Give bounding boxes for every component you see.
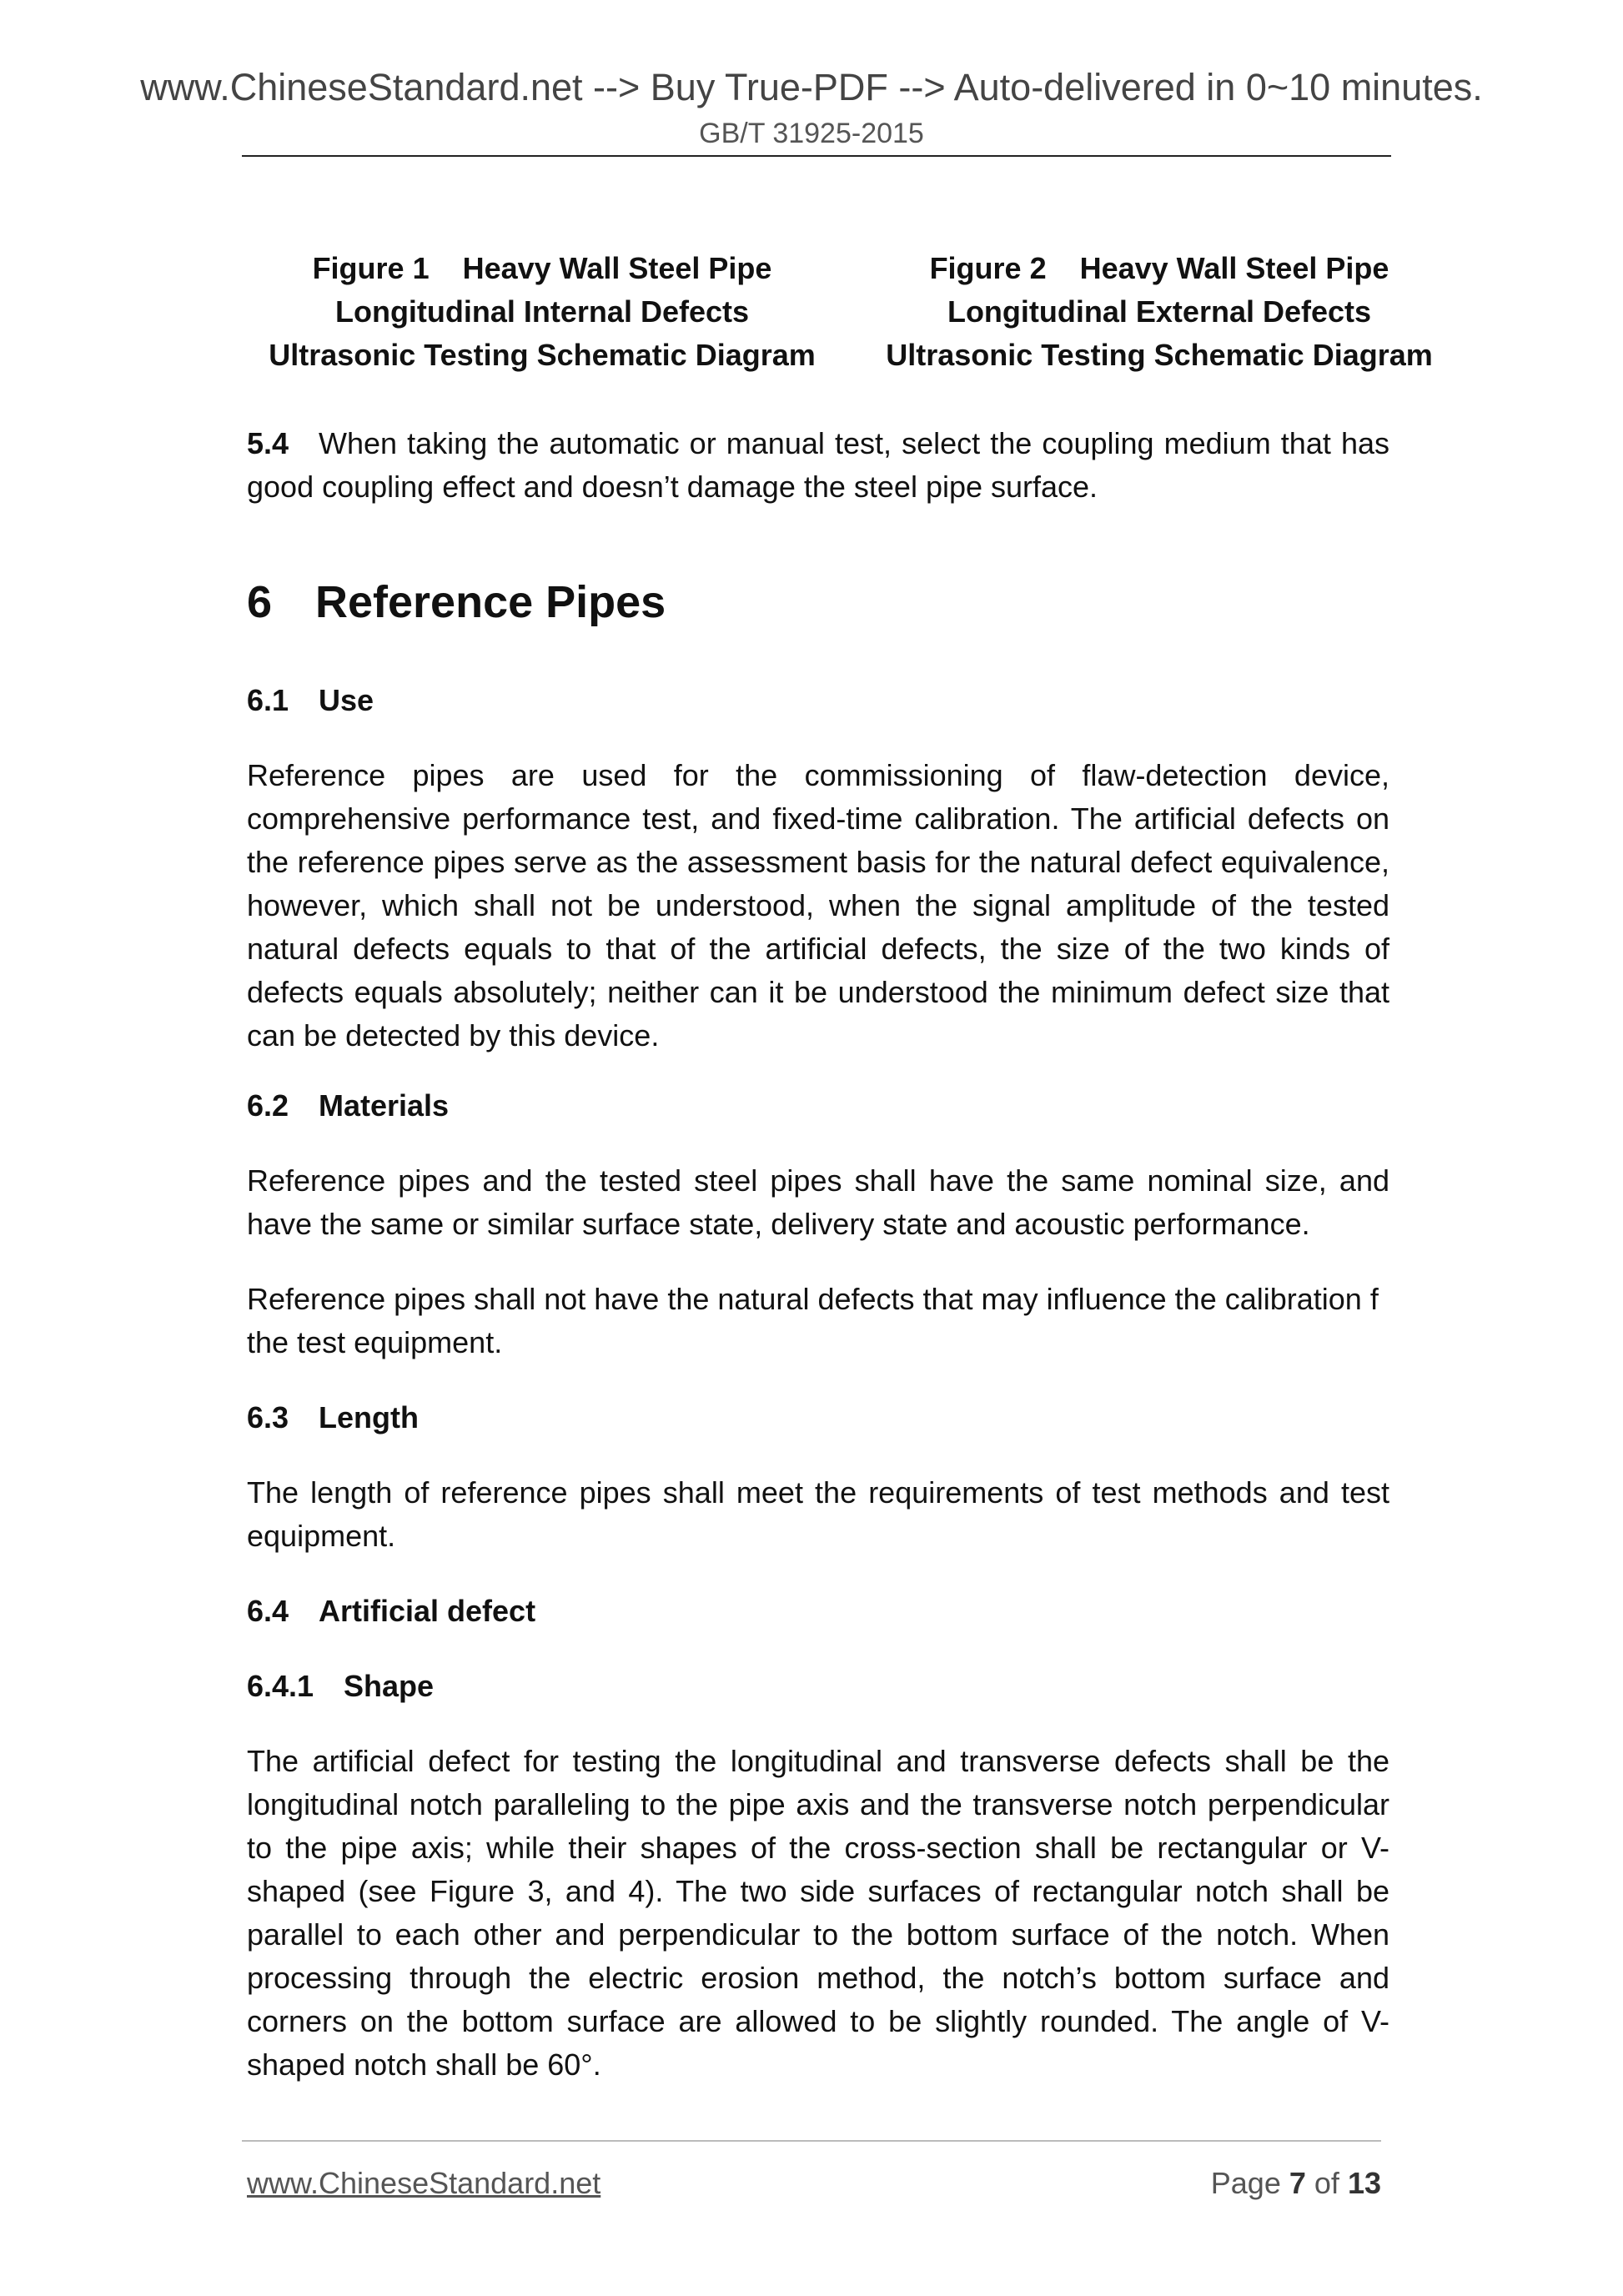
- section-6-3-title: Length: [319, 1400, 419, 1434]
- section-6-number: 6: [247, 577, 273, 627]
- section-6-2-number: 6.2: [247, 1088, 289, 1123]
- section-6-1-heading: [247, 679, 1389, 722]
- figure-2-caption-line1: Figure 2 Heavy Wall Steel Pipe: [929, 251, 1389, 285]
- header-divider: [242, 155, 1391, 157]
- section-6-2-title: Materials: [319, 1088, 450, 1123]
- page-label: Page: [1210, 2166, 1281, 2200]
- section-5-4: [247, 422, 1389, 509]
- figure-2-caption: [859, 247, 1460, 372]
- figure-2-caption-line2: Longitudinal External Defects: [947, 294, 1372, 329]
- page-indicator: [1084, 2165, 1381, 2202]
- section-6-3-heading: [247, 1396, 1389, 1439]
- section-6-1-paragraph: Reference pipes are used for the commissioning of flaw-detection device, comprehensive performance test, and fixed-time calibration. The artificial defects on the reference pipes serve as the assessment basis for the natural defect equivalence, however, which shall not be understood, when the signal amplitude of the tested natural defects equals to that of the artificial defects, the size of the two kinds of defects equals absolutely; neither can it be understood the minimum defect size that can be detected by this device.: [247, 758, 1389, 1053]
- header-banner: www.ChineseStandard.net --> Buy True-PDF --> Auto-delivered in 0~10 minutes.: [140, 66, 1483, 108]
- section-6-1-title: Use: [319, 683, 374, 717]
- section-6-2-paragraph-1: Reference pipes and the tested steel pipes shall have the same nominal size, and have the same or similar surface state, delivery state and acoustic performance.: [247, 1163, 1389, 1241]
- page-current: 7: [1289, 2166, 1306, 2200]
- standard-number: GB/T 31925-2015: [699, 118, 924, 149]
- section-6-heading: [247, 575, 1389, 629]
- section-5-4-paragraph: [247, 422, 1389, 509]
- footer-divider: [242, 2140, 1381, 2142]
- section-6-3-number: 6.3: [247, 1400, 289, 1434]
- section-5-4-number: 5.4: [247, 426, 289, 460]
- section-6-2-heading: [247, 1084, 1389, 1128]
- section-6-2-body-2: [247, 1278, 1389, 1364]
- section-6-4-heading: [247, 1590, 1389, 1633]
- section-6-3-body: [247, 1471, 1389, 1558]
- section-6-4-1-body: [247, 1740, 1389, 2087]
- section-6-4-1-paragraph: The artificial defect for testing the longitudinal and transverse defects shall be the longitudinal notch paralleling to the pipe axis and the transverse notch perpendicular to the pipe axis; while their shapes of the cross-section shall be rectangular or V-shaped (see Figure 3, and 4). The two side surfaces of rectangular notch shall be parallel to each other and perpendicular to the bottom surface of the notch. When processing through the electric erosion method, the notch’s bottom surface and corners on the bottom surface are allowed to be slightly rounded. The angle of V-shaped notch shall be 60°.: [247, 1744, 1389, 2082]
- section-5-4-text: When taking the automatic or manual test, select the coupling medium that has good coupling effect and doesn’t damage the steel pipe surface.: [247, 426, 1389, 504]
- section-6-4-1-title: Shape: [344, 1669, 435, 1703]
- page-of-label: of: [1314, 2166, 1339, 2200]
- section-6-title: Reference Pipes: [315, 577, 666, 627]
- section-6-1-body: [247, 754, 1389, 1058]
- section-6-4-number: 6.4: [247, 1594, 289, 1628]
- figure-1-caption: [242, 247, 842, 372]
- section-6-1-number: 6.1: [247, 683, 289, 717]
- section-6-4-1-heading: [247, 1665, 1389, 1708]
- section-6-4-title: Artificial defect: [319, 1594, 536, 1628]
- section-6-2-body-1: [247, 1159, 1389, 1246]
- section-6-3-paragraph: The length of reference pipes shall meet the requirements of test methods and test equipment.: [247, 1475, 1389, 1553]
- figure-1-caption-line2: Longitudinal Internal Defects: [334, 294, 750, 329]
- section-6-2-paragraph-2: Reference pipes shall not have the natural defects that may influence the calibration f the test equipment.: [247, 1282, 1379, 1359]
- section-6-4-1-number: 6.4.1: [247, 1669, 314, 1703]
- page-total: 13: [1347, 2166, 1381, 2200]
- footer-website-link[interactable]: www.ChineseStandard.net: [247, 2166, 601, 2200]
- figure-1-caption-line1: Figure 1 Heavy Wall Steel Pipe: [312, 251, 772, 285]
- figure-2-caption-line3: Ultrasonic Testing Schematic Diagram: [886, 338, 1433, 372]
- figure-1-caption-line3: Ultrasonic Testing Schematic Diagram: [269, 338, 816, 372]
